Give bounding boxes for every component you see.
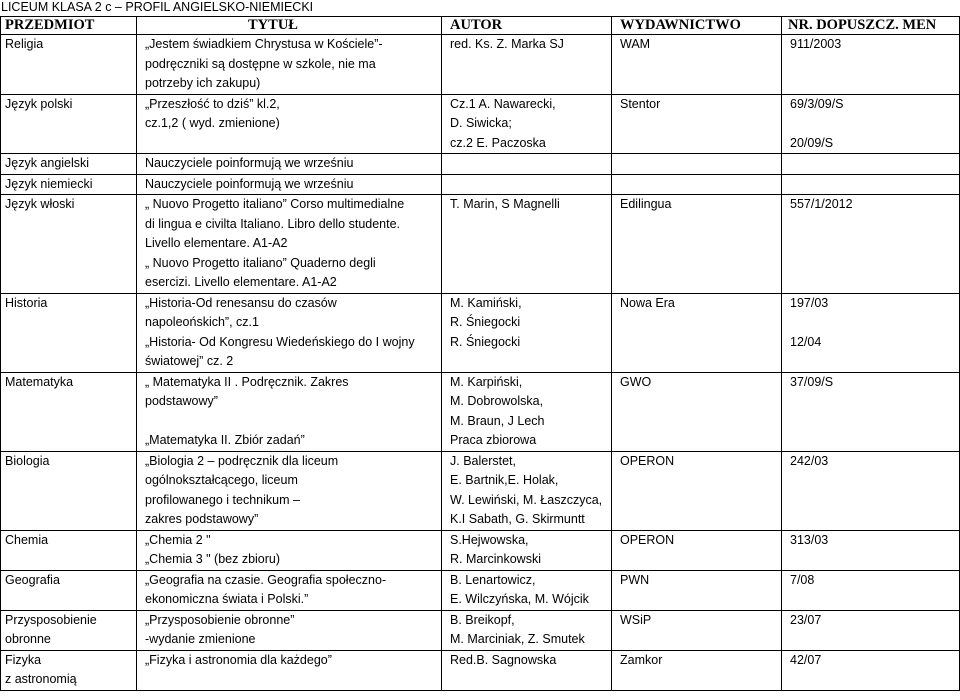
cell-author-line: B. Lenartowicz, xyxy=(450,572,536,587)
cell-author-line: D. Siwicka; xyxy=(450,116,512,130)
cell-title-line: „Geografia na czasie. Geografia społeczno- xyxy=(145,572,387,587)
header-title: TYTUŁ xyxy=(137,17,442,35)
cell-title xyxy=(137,154,442,175)
cell-title xyxy=(137,451,442,530)
cell-publisher xyxy=(612,154,782,175)
cell-author-line: red. Ks. Z. Marka SJ xyxy=(450,37,564,51)
cell-author xyxy=(442,154,612,175)
cell-number xyxy=(782,372,960,451)
cell-subject-line: Język niemiecki xyxy=(5,176,93,191)
cell-publisher xyxy=(612,530,782,570)
cell-title xyxy=(137,570,442,610)
cell-publisher xyxy=(612,650,782,690)
cell-number-line xyxy=(790,175,955,195)
cell-title-line: „Fizyka i astronomia dla każdego” xyxy=(145,652,332,667)
cell-number-line xyxy=(790,313,955,333)
page-title: LICEUM KLASA 2 c – PROFIL ANGIELSKO-NIEMIECKI xyxy=(1,0,314,14)
cell-author-line: M. Dobrowolska, xyxy=(450,394,544,408)
cell-number-line: 12/04 xyxy=(790,334,822,349)
textbook-table xyxy=(0,16,960,691)
cell-subject xyxy=(1,530,137,570)
cell-publisher-line: WSiP xyxy=(620,612,652,627)
table-row xyxy=(1,195,960,294)
cell-title-line: di lingua e civilta Italiano. Libro dello studente. xyxy=(145,216,401,231)
cell-publisher xyxy=(612,570,782,610)
cell-number-line xyxy=(790,154,955,174)
cell-title-line: „Matematyka II. Zbiór zadań” xyxy=(145,433,305,447)
table-row xyxy=(1,372,960,451)
cell-author-line: R. Śniegocki xyxy=(450,315,521,329)
cell-subject-line: Przysposobienie xyxy=(5,612,97,627)
cell-publisher-line: Edilingua xyxy=(620,197,672,211)
cell-subject xyxy=(1,154,137,175)
cell-number-line: 69/3/09/S xyxy=(790,96,844,111)
cell-author xyxy=(442,293,612,372)
cell-author xyxy=(442,174,612,195)
cell-title-line: „Biologia 2 – podręcznik dla liceum xyxy=(145,453,339,468)
cell-subject xyxy=(1,650,137,690)
cell-subject-line: z astronomią xyxy=(5,672,77,686)
cell-author-line: E. Wilczyńska, M. Wójcik xyxy=(450,592,589,606)
cell-subject-line: Historia xyxy=(5,295,48,310)
cell-author xyxy=(442,451,612,530)
cell-subject xyxy=(1,35,137,95)
cell-author-line: M. Karpiński, xyxy=(450,374,523,389)
cell-title-line: ekonomiczna świata i Polski.” xyxy=(145,592,309,606)
cell-subject xyxy=(1,372,137,451)
cell-publisher xyxy=(612,451,782,530)
cell-publisher xyxy=(612,195,782,294)
cell-number xyxy=(782,35,960,95)
cell-title-line: „Historia- Od Kongresu Wiedeńskiego do I wojny xyxy=(145,334,415,349)
cell-author-line xyxy=(450,154,607,174)
table-header-row xyxy=(1,17,960,35)
cell-subject xyxy=(1,174,137,195)
cell-title-line: Livello elementare. A1-A2 xyxy=(145,236,288,250)
cell-number xyxy=(782,451,960,530)
cell-title-line: napoleońskich”, cz.1 xyxy=(145,315,259,329)
cell-number-line: 42/07 xyxy=(790,652,822,667)
cell-subject xyxy=(1,94,137,154)
cell-title-line: esercizi. Livello elementare. A1-A2 xyxy=(145,275,337,289)
cell-author xyxy=(442,94,612,154)
cell-subject-line: Fizyka xyxy=(5,652,42,667)
cell-title-line: „Chemia 3 " (bez zbioru) xyxy=(145,552,281,566)
cell-number-line: 7/08 xyxy=(790,572,815,587)
cell-number xyxy=(782,570,960,610)
cell-author-line: J. Balerstet, xyxy=(450,453,516,468)
table-row xyxy=(1,154,960,175)
cell-title xyxy=(137,195,442,294)
cell-number-line: 313/03 xyxy=(790,532,829,547)
cell-author-line: M. Marciniak, Z. Smutek xyxy=(450,632,585,646)
cell-publisher xyxy=(612,174,782,195)
cell-subject-line: Język polski xyxy=(5,96,73,111)
cell-subject-line: Język angielski xyxy=(5,156,90,170)
cell-author xyxy=(442,372,612,451)
cell-author-line: Cz.1 A. Nawarecki, xyxy=(450,96,556,111)
cell-publisher-line xyxy=(620,154,777,174)
cell-author-line: W. Lewiński, M. Łaszczyca, xyxy=(450,492,603,507)
cell-number-line xyxy=(790,114,955,134)
cell-subject xyxy=(1,610,137,650)
header-publisher: WYDAWNICTWO xyxy=(612,17,782,35)
cell-author xyxy=(442,570,612,610)
cell-publisher-line: Nowa Era xyxy=(620,295,675,310)
cell-title xyxy=(137,174,442,195)
cell-title-line: „Przeszłość to dziś” kl.2, xyxy=(145,96,280,111)
cell-title xyxy=(137,650,442,690)
cell-author-line: cz.2 E. Paczoska xyxy=(450,135,546,150)
cell-title-line: -wydanie zmienione xyxy=(145,632,256,646)
cell-number xyxy=(782,195,960,294)
cell-author-line: E. Bartnik,E. Holak, xyxy=(450,473,559,487)
table-row xyxy=(1,530,960,570)
cell-title xyxy=(137,530,442,570)
cell-number xyxy=(782,530,960,570)
cell-author-line: B. Breikopf, xyxy=(450,612,515,627)
cell-number-line: 557/1/2012 xyxy=(790,197,853,211)
table-body xyxy=(1,35,960,691)
cell-subject xyxy=(1,195,137,294)
cell-number-line: 242/03 xyxy=(790,453,829,468)
cell-title-line: „Jestem świadkiem Chrystusa w Kościele”- xyxy=(145,37,383,51)
table-row xyxy=(1,174,960,195)
cell-number-line: 20/09/S xyxy=(790,135,834,150)
cell-author-line: Red.B. Sagnowska xyxy=(450,652,557,667)
cell-author-line: T. Marin, S Magnelli xyxy=(450,197,560,211)
cell-author-line xyxy=(450,175,607,195)
cell-title-line: zakres podstawowy” xyxy=(145,512,259,526)
cell-number xyxy=(782,174,960,195)
cell-author xyxy=(442,530,612,570)
cell-number-line: 37/09/S xyxy=(790,374,834,389)
cell-publisher xyxy=(612,610,782,650)
cell-number xyxy=(782,154,960,175)
cell-subject-line: Religia xyxy=(5,37,44,51)
cell-title xyxy=(137,35,442,95)
cell-subject-line: Biologia xyxy=(5,453,50,468)
cell-title-line xyxy=(145,412,437,432)
cell-publisher-line: Zamkor xyxy=(620,652,663,667)
cell-author-line: R. Marcinkowski xyxy=(450,552,541,566)
cell-title-line: światowej” cz. 2 xyxy=(145,354,234,368)
cell-subject-line: Geografia xyxy=(5,572,60,587)
table-row xyxy=(1,35,960,95)
cell-author xyxy=(442,610,612,650)
cell-author-line: S.Hejwowska, xyxy=(450,532,529,547)
cell-title-line: Nauczyciele poinformują we wrześniu xyxy=(145,176,354,191)
cell-publisher-line: Stentor xyxy=(620,96,661,111)
cell-subject xyxy=(1,570,137,610)
cell-title-line: „ Nuovo Progetto italiano” Corso multimedialne xyxy=(145,197,405,211)
cell-author xyxy=(442,195,612,294)
cell-title-line: „Historia-Od renesansu do czasów xyxy=(145,295,337,310)
cell-publisher-line: OPERON xyxy=(620,453,675,468)
cell-publisher-line: PWN xyxy=(620,572,650,587)
cell-number-line: 197/03 xyxy=(790,295,829,310)
cell-title-line: cz.1,2 ( wyd. zmienione) xyxy=(145,116,280,130)
cell-title-line: „Chemia 2 " xyxy=(145,532,211,547)
cell-publisher-line xyxy=(620,175,777,195)
cell-publisher-line: OPERON xyxy=(620,532,675,547)
cell-publisher xyxy=(612,94,782,154)
table-row xyxy=(1,293,960,372)
cell-publisher-line: WAM xyxy=(620,37,651,51)
cell-subject-line: obronne xyxy=(5,632,51,646)
cell-title-line: profilowanego i technikum – xyxy=(145,492,300,507)
cell-subject-line: Matematyka xyxy=(5,374,74,389)
cell-publisher xyxy=(612,35,782,95)
table-row xyxy=(1,451,960,530)
cell-publisher xyxy=(612,372,782,451)
cell-author-line: M. Braun, J Lech xyxy=(450,413,545,428)
table-row xyxy=(1,94,960,154)
cell-publisher xyxy=(612,293,782,372)
header-subject: PRZEDMIOT xyxy=(1,17,137,35)
cell-title-line: „Przysposobienie obronne” xyxy=(145,612,295,627)
cell-title xyxy=(137,293,442,372)
cell-subject-line: Chemia xyxy=(5,532,49,547)
cell-author-line: R. Śniegocki xyxy=(450,334,521,349)
cell-subject xyxy=(1,293,137,372)
cell-title-line: podręczniki są dostępne w szkole, nie ma xyxy=(145,56,376,71)
cell-subject xyxy=(1,451,137,530)
cell-title xyxy=(137,610,442,650)
cell-author xyxy=(442,35,612,95)
cell-title-line: Nauczyciele poinformują we wrześniu xyxy=(145,156,354,170)
cell-number xyxy=(782,610,960,650)
cell-title-line: „ Nuovo Progetto italiano” Quaderno degli xyxy=(145,255,376,270)
cell-number xyxy=(782,650,960,690)
cell-author-line: Praca zbiorowa xyxy=(450,433,537,447)
cell-author-line: K.I Sabath, G. Skirmuntt xyxy=(450,512,585,526)
cell-number-line: 911/2003 xyxy=(790,37,842,51)
cell-title-line: „ Matematyka II . Podręcznik. Zakres xyxy=(145,374,349,389)
table-row xyxy=(1,570,960,610)
header-author: AUTOR xyxy=(442,17,612,35)
cell-subject-line: Język włoski xyxy=(5,197,75,211)
table-row xyxy=(1,650,960,690)
cell-number xyxy=(782,293,960,372)
table-row xyxy=(1,610,960,650)
cell-title-line: potrzeby ich zakupu) xyxy=(145,76,261,90)
cell-publisher-line: GWO xyxy=(620,374,652,389)
cell-title-line: ogólnokształcącego, liceum xyxy=(145,473,298,487)
cell-title xyxy=(137,372,442,451)
cell-number-line: 23/07 xyxy=(790,612,822,627)
cell-author xyxy=(442,650,612,690)
cell-number xyxy=(782,94,960,154)
cell-title xyxy=(137,94,442,154)
cell-title-line: podstawowy” xyxy=(145,394,218,408)
header-number: NR. DOPUSZCZ. MEN xyxy=(782,17,960,35)
cell-author-line: M. Kamiński, xyxy=(450,295,522,310)
